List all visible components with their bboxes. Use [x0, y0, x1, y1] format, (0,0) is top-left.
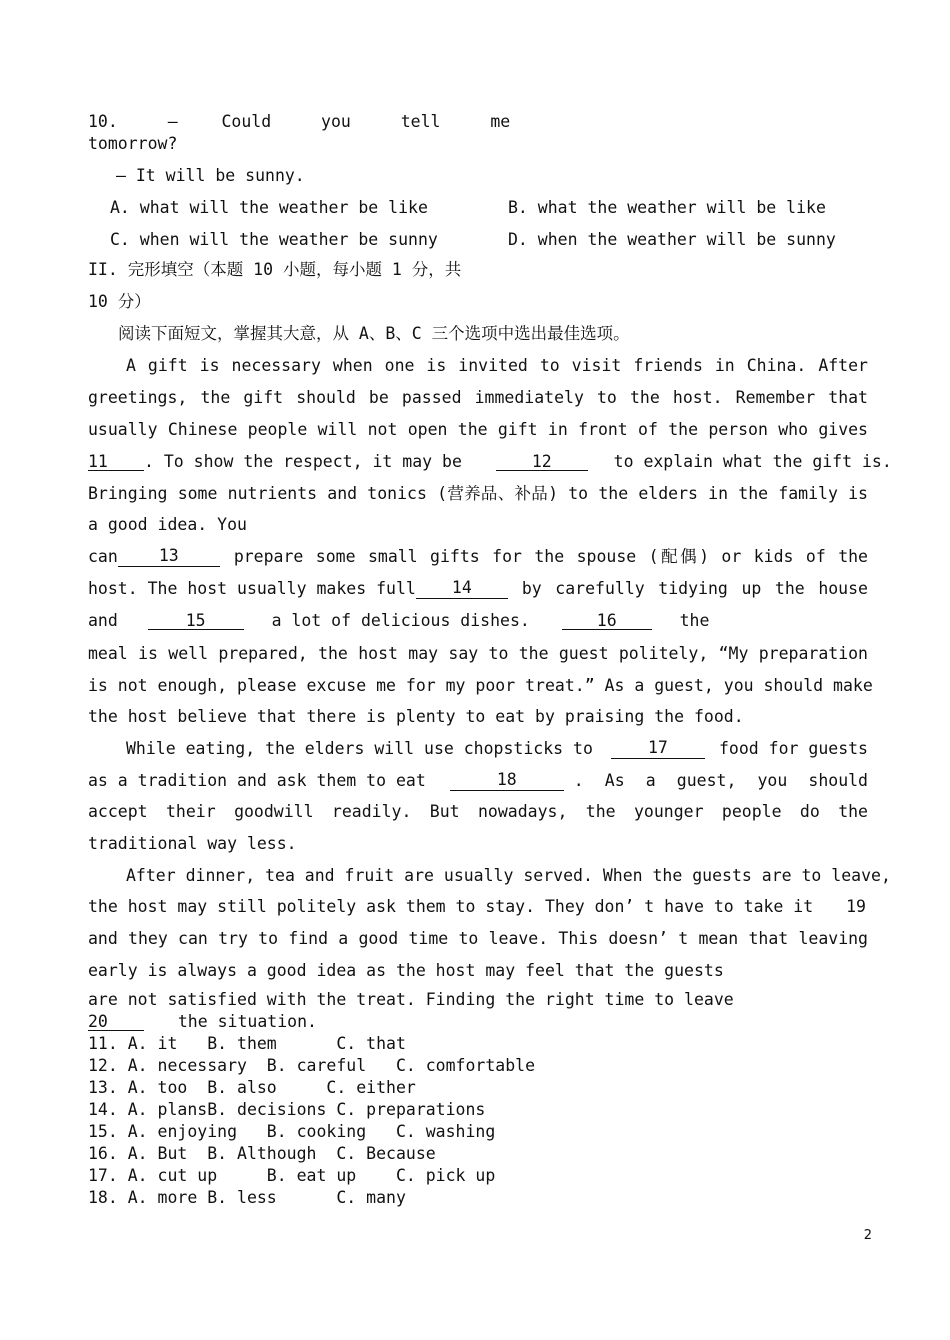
choice-line: 14. A. plansB. decisions C. preparations	[88, 1100, 486, 1119]
passage-line: the host believe that there is plenty to eat by praising the food.	[88, 707, 744, 726]
passage-line: meal is well prepared, the host may say to the guest politely, “My preparation	[88, 644, 868, 663]
passage-line: early is always a good idea as the host may feel that the guests	[88, 961, 724, 980]
blank-16: 16	[562, 612, 652, 630]
passage-text: . To show the respect, it may be	[144, 452, 462, 471]
passage-text: can	[88, 547, 118, 566]
passage-line: usually Chinese people will not open the gift in front of the person who gives	[88, 420, 868, 439]
choice-line: 13. A. too B. also C. either	[88, 1078, 416, 1097]
section-instruction: 阅读下面短文，掌握其大意，从 A、B、C 三个选项中选出最佳选项。	[118, 324, 630, 343]
passage-line: and they can try to find a good time to leave. This doesn’ t mean that leaving	[88, 929, 868, 948]
passage-line: Bringing some nutrients and tonics (营养品、补品) to the elders in the family is	[88, 484, 868, 503]
passage-line	[126, 739, 868, 759]
page-number: 2	[863, 1228, 872, 1243]
passage-text: . As a guest, you should	[573, 771, 868, 790]
passage-line	[88, 1012, 317, 1032]
blank-18: 18	[450, 771, 564, 791]
q10-word: me	[490, 112, 511, 131]
q10-option-d: D. when the weather will be sunny	[508, 230, 836, 249]
q10-answer-line: — It will be sunny.	[116, 166, 305, 185]
blank-11: 11	[88, 453, 144, 471]
blank-20: 20	[88, 1013, 144, 1031]
passage-line: A gift is necessary when one is invited to visit friends in China. After	[126, 356, 868, 375]
q10-number: 10.	[88, 112, 118, 131]
q10-stem-end: tomorrow?	[88, 134, 178, 153]
q10-stem	[88, 112, 510, 132]
passage-text: food for guests	[718, 739, 868, 758]
passage-text: prepare some small gifts for the spouse (配偶) or kids of the	[233, 547, 868, 566]
q10-option-c: C. when will the weather be sunny	[110, 230, 438, 249]
passage-line: is not enough, please excuse me for my poor treat.” As a guest, you should make	[88, 676, 873, 695]
q10-word: tell	[400, 112, 441, 131]
blank-13: 13	[118, 547, 220, 567]
passage-line: traditional way less.	[88, 834, 297, 853]
section-heading-cont: 10 分）	[88, 292, 151, 311]
passage-line	[88, 579, 868, 599]
passage-text: host. The host usually makes full	[88, 579, 416, 598]
blank-14: 14	[416, 579, 508, 599]
passage-line: After dinner, tea and fruit are usually served. When the guests are to leave,	[126, 866, 891, 885]
passage-line: greetings, the gift should be passed immediately to the host. Remember that	[88, 388, 868, 407]
passage-line: accept their goodwill readily. But nowadays, the younger people do the	[88, 802, 868, 821]
passage-text: While eating, the elders will use chopsticks to	[126, 739, 593, 758]
q10-option-a: A. what will the weather be like	[110, 198, 428, 217]
passage-line: are not satisfied with the treat. Finding the right time to leave	[88, 990, 734, 1009]
passage-line	[88, 611, 709, 631]
passage-line	[88, 771, 868, 791]
passage-line	[88, 547, 868, 567]
q10-word: you	[321, 112, 351, 131]
q10-word: Could	[221, 112, 272, 131]
passage-text: and	[88, 611, 118, 630]
passage-text: the	[679, 611, 710, 630]
passage-text: a lot of delicious dishes.	[271, 611, 530, 630]
choice-line: 18. A. more B. less C. many	[88, 1188, 406, 1207]
blank-12: 12	[496, 453, 588, 471]
choice-line: 11. A. it B. them C. that	[88, 1034, 406, 1053]
choice-line: 12. A. necessary B. careful C. comfortable	[88, 1056, 536, 1075]
blank-15: 15	[148, 612, 244, 630]
passage-text: the situation.	[177, 1012, 317, 1031]
passage-text: by carefully tidying up the house	[521, 579, 868, 598]
passage-line	[88, 452, 892, 472]
passage-line	[88, 897, 868, 917]
choice-line: 15. A. enjoying B. cooking C. washing	[88, 1122, 496, 1141]
passage-line: a good idea. You	[88, 515, 247, 534]
passage-text: the host may still politely ask them to stay. They don’ t have to take it	[88, 897, 814, 916]
choice-line: 16. A. But B. Although C. Because	[88, 1144, 436, 1163]
passage-text: as a tradition and ask them to eat	[88, 771, 426, 790]
section-heading: II. 完形填空（本题 10 小题，每小题 1 分，共	[88, 260, 462, 279]
choice-line: 17. A. cut up B. eat up C. pick up	[88, 1166, 496, 1185]
blank-17: 17	[611, 739, 705, 759]
q10-dash: —	[167, 112, 178, 131]
q10-option-b: B. what the weather will be like	[508, 198, 826, 217]
number-19: 19	[846, 897, 866, 916]
passage-text: to explain what the gift is.	[613, 452, 892, 471]
